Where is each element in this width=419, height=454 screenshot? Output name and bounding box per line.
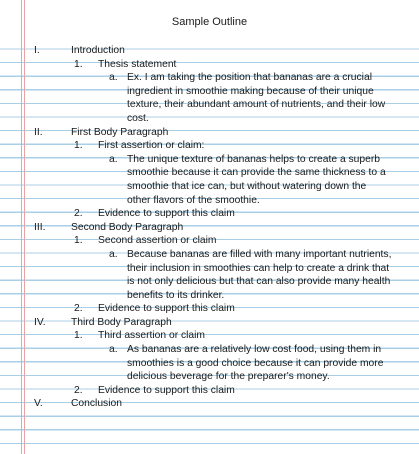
outline-item — [0, 329, 419, 343]
outline-subitem — [0, 153, 419, 167]
subitem-text: The unique texture of bananas helps to create a superb — [127, 153, 381, 165]
outline-item — [0, 234, 419, 248]
item-text: Evidence to support this claim — [98, 208, 235, 220]
subitem-letter: a. — [109, 72, 118, 84]
continuation-text: benefits to its drinker. — [127, 289, 225, 301]
outline-continuation — [0, 262, 419, 276]
section-numeral: I. — [34, 45, 40, 56]
outline-continuation — [0, 370, 419, 384]
continuation-text: delicious beverage for the preparer's money. — [127, 371, 330, 383]
section-heading: Conclusion — [71, 398, 122, 410]
outline-item — [0, 58, 419, 72]
document-title: Sample Outline — [171, 16, 248, 28]
outline-continuation — [0, 275, 419, 289]
outline-item — [0, 139, 419, 153]
section-heading: Second Body Paragraph — [71, 221, 184, 233]
continuation-text: smoothie that ice can, but without watering down the — [127, 180, 367, 192]
subitem-text: Ex. I am taking the position that bananas are a crucial — [127, 72, 372, 84]
item-number: 1. — [74, 58, 83, 70]
continuation-text: other flavors of the smoothie. — [127, 194, 260, 206]
item-text: Second assertion or claim — [98, 235, 217, 247]
section-heading: Introduction — [71, 45, 125, 56]
item-text: Thesis statement — [98, 58, 177, 70]
continuation-text: smoothies is a good choice because it can provide more — [127, 357, 384, 369]
section-numeral: II. — [34, 126, 43, 138]
outline-subitem — [0, 71, 419, 85]
section-numeral: V. — [34, 398, 43, 410]
outline-section-introduction — [0, 44, 419, 58]
item-text: Evidence to support this claim — [98, 384, 235, 396]
item-text: First assertion or claim: — [98, 140, 205, 152]
outline-item — [0, 302, 419, 316]
outline-continuation — [0, 85, 419, 99]
outline-continuation — [0, 194, 419, 208]
continuation-text: ingredient in smoothie making because of their unique — [127, 85, 374, 97]
outline-subitem — [0, 343, 419, 357]
outline-section-second-body — [0, 221, 419, 235]
item-number: 2. — [74, 303, 83, 315]
outline-section-third-body — [0, 316, 419, 330]
continuation-text: texture, their abundant amount of nutrients, and their low — [127, 99, 386, 111]
continuation-text: is not only delicious but that can also provide many health — [127, 276, 391, 288]
outline-continuation — [0, 357, 419, 371]
section-heading: First Body Paragraph — [71, 126, 169, 138]
outline-continuation — [0, 289, 419, 303]
item-text: Third assertion or claim — [98, 330, 206, 342]
outline-section-first-body — [0, 126, 419, 140]
outline-section-conclusion — [0, 397, 419, 411]
item-number: 1. — [74, 330, 83, 342]
subitem-letter: a. — [109, 153, 118, 165]
item-number: 1. — [74, 140, 83, 152]
continuation-text: smoothie because it can provide the same thickness to a — [127, 167, 386, 179]
item-number: 2. — [74, 208, 83, 220]
outline-continuation — [0, 180, 419, 194]
subitem-text: As bananas are a relatively low cost food, using them in — [127, 344, 382, 356]
outline-continuation — [0, 112, 419, 126]
subitem-letter: a. — [109, 248, 118, 260]
subitem-letter: a. — [109, 344, 118, 356]
outline-continuation — [0, 166, 419, 180]
section-heading: Third Body Paragraph — [71, 316, 172, 328]
item-number: 2. — [74, 384, 83, 396]
continuation-text: their inclusion in smoothies can help to create a drink that — [127, 262, 390, 274]
section-numeral: III. — [34, 221, 46, 233]
outline-item — [0, 207, 419, 221]
item-number: 1. — [74, 235, 83, 247]
outline-subitem — [0, 248, 419, 262]
section-numeral: IV. — [34, 316, 46, 328]
outline — [0, 44, 419, 411]
outline-continuation — [0, 98, 419, 112]
outline-item — [0, 384, 419, 398]
subitem-text: Because bananas are filled with many important nutrients, — [127, 248, 392, 260]
continuation-text: cost. — [127, 112, 149, 124]
item-text: Evidence to support this claim — [98, 303, 235, 315]
